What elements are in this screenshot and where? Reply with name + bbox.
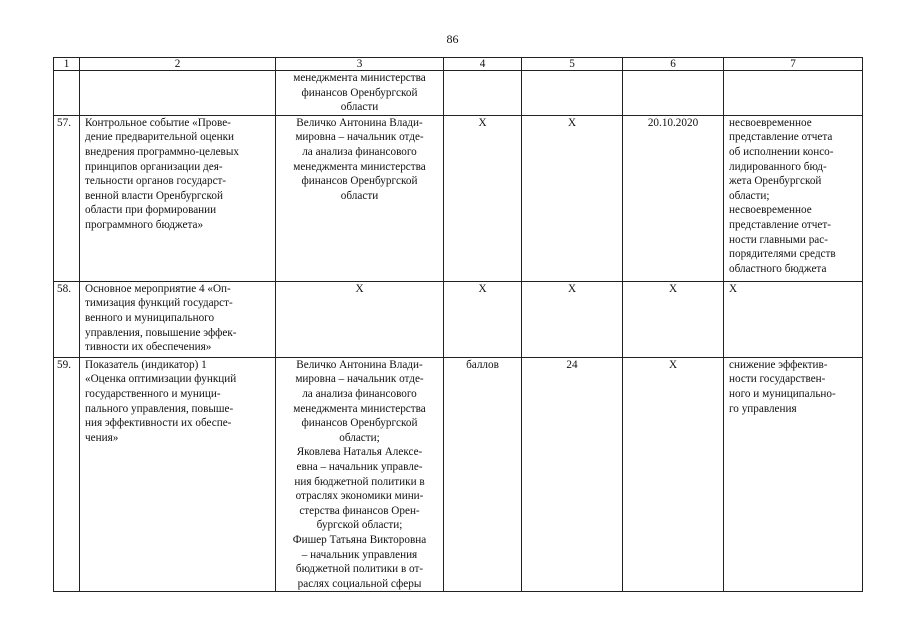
value-cell: Х [522, 115, 623, 281]
event-cell: Контрольное событие «Прове- дение предварительной оценки внедрения программно-целевых принципов организации дея- тельности органов государст- венной власти Оренбургской области при формировании программного бюджета» [80, 115, 276, 281]
document-table [53, 57, 863, 592]
unit-cell: Х [444, 281, 522, 357]
row-number-cell: 57. [54, 115, 80, 281]
responsible-cell: Величко Антонина Влади- мировна – начальник отде- ла анализа финансового менеджмента министерства финансов Оренбургской области [276, 115, 444, 281]
header-cell: 3 [276, 58, 444, 71]
header-cell: 5 [522, 58, 623, 71]
event-cell: Основное мероприятие 4 «Оп- тимизация функций государст- венного и муниципального управления, повышение эффек- тивности их обеспечения» [80, 281, 276, 357]
header-cell: 2 [80, 58, 276, 71]
header-cell: 1 [54, 58, 80, 71]
date-cell: 20.10.2020 [623, 115, 724, 281]
responsible-cell: Х [276, 281, 444, 357]
date-cell: Х [623, 281, 724, 357]
risk-cell [724, 71, 863, 116]
table-row [54, 357, 863, 592]
header-cell: 6 [623, 58, 724, 71]
event-cell [80, 71, 276, 116]
event-cell: Показатель (индикатор) 1 «Оценка оптимизации функций государственного и муници- пального управления, повыше- ния эффективности их обеспе- чения» [80, 357, 276, 592]
value-cell: Х [522, 281, 623, 357]
row-number-cell: 59. [54, 357, 80, 592]
unit-cell: баллов [444, 357, 522, 592]
value-cell: 24 [522, 357, 623, 592]
value-cell [522, 71, 623, 116]
row-number-cell [54, 71, 80, 116]
table-row [54, 71, 863, 116]
risk-cell: Х [724, 281, 863, 357]
date-cell [623, 71, 724, 116]
unit-cell [444, 71, 522, 116]
date-cell: Х [623, 357, 724, 592]
risk-cell: снижение эффектив- ности государствен- ного и муниципально- го управления [724, 357, 863, 592]
table-row [54, 281, 863, 357]
responsible-cell: Величко Антонина Влади- мировна – начальник отде- ла анализа финансового менеджмента министерства финансов Оренбургской области; Яковлева Наталья Алексе- евна – начальник управле- ния бюджетной политики в отраслях экономики мини- стерства финансов Орен- бургской области; Фишер Татьяна Викторовна – начальник управления бюджетной политики в от- раслях социальной сферы [276, 357, 444, 592]
unit-cell: Х [444, 115, 522, 281]
row-number-cell: 58. [54, 281, 80, 357]
risk-cell: несвоевременное представление отчета об исполнении консо- лидированного бюд- жета Оренбургской области; несвоевременное представление отчет- ности главными рас- порядителями средств областного бюджета [724, 115, 863, 281]
table-row [54, 115, 863, 281]
responsible-cell: менеджмента министерства финансов Оренбургской области [276, 71, 444, 116]
page-number: 86 [446, 32, 459, 46]
header-row [54, 58, 863, 71]
header-cell: 7 [724, 58, 863, 71]
header-cell: 4 [444, 58, 522, 71]
